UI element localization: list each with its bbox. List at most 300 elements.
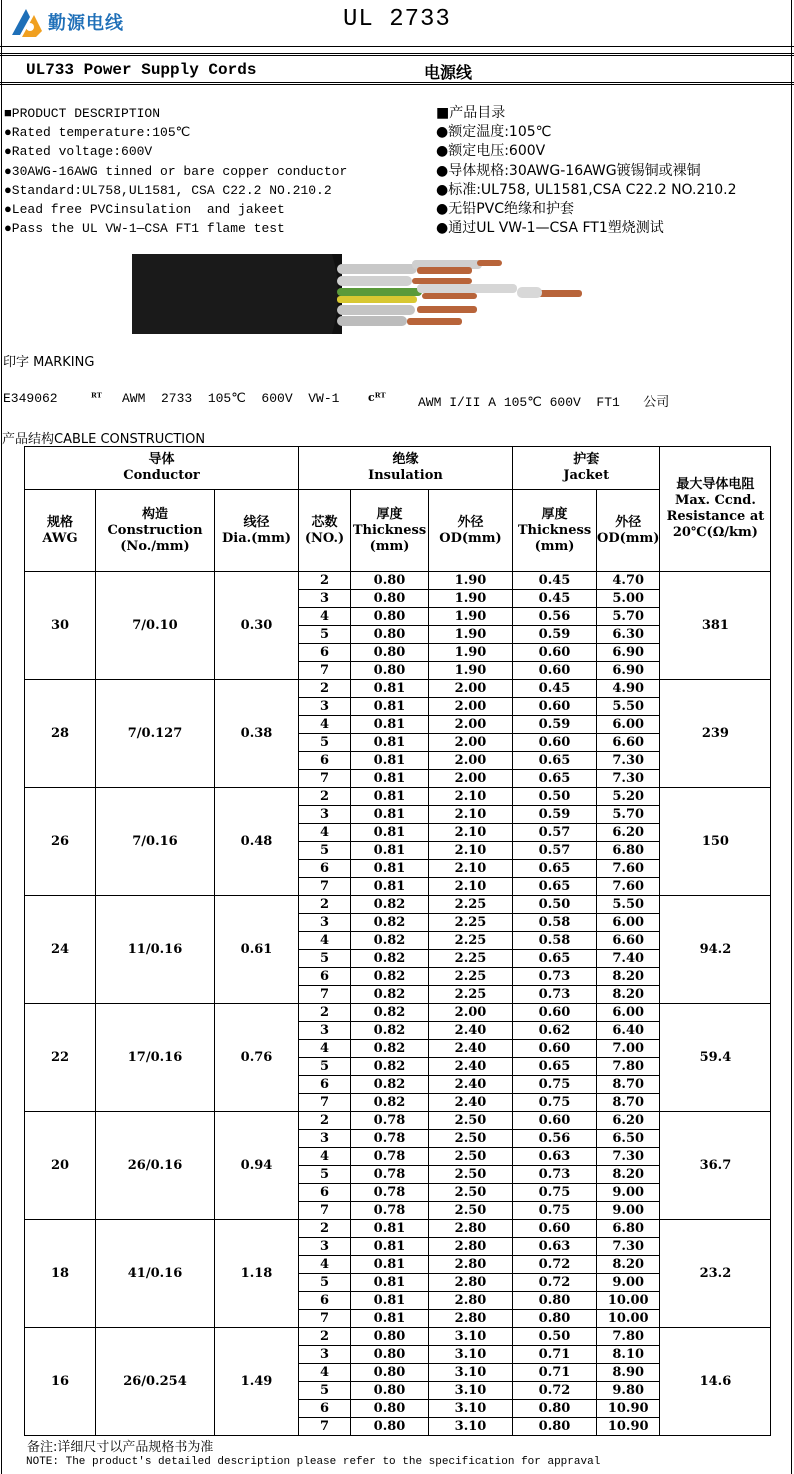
construction-cell: 7/0.127 (96, 680, 215, 788)
jk-thickness-cell: 0.65 (513, 878, 597, 896)
ins-od-cell: 2.25 (429, 932, 513, 950)
table-row (25, 572, 771, 590)
ins-thickness-cell: 0.82 (351, 1022, 429, 1040)
cores-cell: 5 (299, 1274, 351, 1292)
cores-cell: 7 (299, 1202, 351, 1220)
resistance-cell: 381 (660, 572, 771, 680)
cores-cell: 4 (299, 1148, 351, 1166)
subtitle-english: UL733 Power Supply Cords (26, 61, 257, 79)
ins-thickness-cell: 0.82 (351, 1004, 429, 1022)
ins-thickness-cell: 0.81 (351, 788, 429, 806)
cores-cell: 4 (299, 608, 351, 626)
jk-thickness-cell: 0.50 (513, 896, 597, 914)
ins-thickness-cell: 0.80 (351, 572, 429, 590)
jacket-header: 护套 Jacket (513, 447, 660, 490)
jk-od-cell: 8.90 (597, 1364, 660, 1382)
jk-thickness-cell: 0.80 (513, 1310, 597, 1328)
jk-od-header: 外径 OD(mm) (597, 490, 660, 572)
cores-cell: 4 (299, 932, 351, 950)
jk-od-cell: 10.90 (597, 1418, 660, 1436)
desc-cn-line: ●额定温度:105℃ (436, 124, 552, 141)
ins-thickness-cell: 0.81 (351, 1274, 429, 1292)
cores-cell: 6 (299, 968, 351, 986)
subtitle-bar (0, 53, 794, 85)
table-row (25, 788, 771, 806)
ins-od-cell: 2.10 (429, 806, 513, 824)
ins-thickness-cell: 0.82 (351, 914, 429, 932)
jk-od-cell: 6.90 (597, 644, 660, 662)
dia-header: 线径 Dia.(mm) (215, 490, 299, 572)
ins-od-cell: 2.25 (429, 986, 513, 1004)
cores-cell: 5 (299, 626, 351, 644)
jk-od-cell: 5.00 (597, 590, 660, 608)
ins-od-cell: 1.90 (429, 590, 513, 608)
table-row (25, 680, 771, 698)
jk-thickness-cell: 0.60 (513, 644, 597, 662)
dia-cell: 0.30 (215, 572, 299, 680)
ins-od-cell: 2.50 (429, 1112, 513, 1130)
ins-thickness-cell: 0.82 (351, 896, 429, 914)
ins-thickness-cell: 0.81 (351, 680, 429, 698)
resistance-cell: 150 (660, 788, 771, 896)
cores-cell: 7 (299, 662, 351, 680)
cores-cell: 4 (299, 1364, 351, 1382)
ins-thickness-cell: 0.80 (351, 590, 429, 608)
jk-od-cell: 6.80 (597, 842, 660, 860)
jk-thickness-cell: 0.63 (513, 1238, 597, 1256)
ins-thickness-cell: 0.81 (351, 752, 429, 770)
ins-thickness-cell: 0.80 (351, 1400, 429, 1418)
jk-od-cell: 6.60 (597, 932, 660, 950)
cores-cell: 7 (299, 1418, 351, 1436)
cores-cell: 5 (299, 734, 351, 752)
desc-en-line: ●Pass the UL VW-1—CSA FT1 flame test (4, 221, 285, 237)
ins-od-cell: 2.40 (429, 1094, 513, 1112)
jk-od-cell: 6.00 (597, 1004, 660, 1022)
ins-thickness-cell: 0.81 (351, 716, 429, 734)
desc-cn-line: ■产品目录 (436, 105, 506, 121)
jk-od-cell: 6.90 (597, 662, 660, 680)
desc-cn-line: ●通过UL VW-1—CSA FT1塑烧测试 (436, 220, 664, 237)
conductor-header: 导体 Conductor (25, 447, 299, 490)
spec-table-body (25, 572, 771, 1436)
dia-cell: 0.76 (215, 1004, 299, 1112)
jk-od-cell: 9.80 (597, 1382, 660, 1400)
ins-od-cell: 2.40 (429, 1040, 513, 1058)
jk-thickness-cell: 0.65 (513, 752, 597, 770)
jk-od-cell: 8.10 (597, 1346, 660, 1364)
ins-od-cell: 2.80 (429, 1292, 513, 1310)
cores-cell: 6 (299, 1292, 351, 1310)
cores-cell: 6 (299, 1076, 351, 1094)
jk-od-cell: 6.20 (597, 824, 660, 842)
jk-thickness-cell: 0.59 (513, 716, 597, 734)
note-chinese: 备注:详细尺寸以产品规格书为准 (27, 1440, 214, 1455)
ins-thickness-cell: 0.81 (351, 1238, 429, 1256)
jk-thickness-cell: 0.45 (513, 572, 597, 590)
cores-cell: 6 (299, 860, 351, 878)
ins-od-cell: 2.25 (429, 950, 513, 968)
subtitle-chinese: 电源线 (424, 63, 473, 82)
cores-cell: 3 (299, 1022, 351, 1040)
jk-od-cell: 4.90 (597, 680, 660, 698)
company-logo-icon (8, 5, 46, 41)
dia-cell: 0.38 (215, 680, 299, 788)
ins-thickness-cell: 0.80 (351, 662, 429, 680)
ins-thickness-cell: 0.80 (351, 626, 429, 644)
jk-thickness-cell: 0.72 (513, 1256, 597, 1274)
ins-od-cell: 3.10 (429, 1328, 513, 1346)
ins-thickness-cell: 0.80 (351, 644, 429, 662)
ins-thickness-cell: 0.81 (351, 806, 429, 824)
jk-thickness-cell: 0.50 (513, 788, 597, 806)
construction-header: 构造 Construction (No./mm) (96, 490, 215, 572)
cable-image (132, 250, 587, 336)
jk-od-cell: 7.60 (597, 860, 660, 878)
ins-od-cell: 2.10 (429, 860, 513, 878)
jk-od-cell: 5.50 (597, 698, 660, 716)
ins-thickness-cell: 0.80 (351, 1346, 429, 1364)
cores-cell: 6 (299, 752, 351, 770)
jk-od-cell: 9.00 (597, 1202, 660, 1220)
spec-table (24, 446, 771, 1436)
awg-header: 规格 AWG (25, 490, 96, 572)
jk-od-cell: 6.40 (597, 1022, 660, 1040)
ins-od-cell: 1.90 (429, 572, 513, 590)
jk-od-cell: 7.40 (597, 950, 660, 968)
resistance-cell: 59.4 (660, 1004, 771, 1112)
jk-thickness-cell: 0.50 (513, 1328, 597, 1346)
ins-thickness-cell: 0.78 (351, 1130, 429, 1148)
ins-thickness-cell: 0.78 (351, 1202, 429, 1220)
ins-thickness-cell: 0.80 (351, 608, 429, 626)
awg-cell: 30 (25, 572, 96, 680)
resistance-cell: 14.6 (660, 1328, 771, 1436)
ins-od-cell: 2.40 (429, 1076, 513, 1094)
cores-cell: 2 (299, 788, 351, 806)
cores-cell: 7 (299, 1310, 351, 1328)
construction-cell: 7/0.10 (96, 572, 215, 680)
cores-cell: 4 (299, 1040, 351, 1058)
construction-cell: 26/0.16 (96, 1112, 215, 1220)
jk-thickness-cell: 0.60 (513, 1112, 597, 1130)
desc-cn-line: ●无铅PVC绝缘和护套 (436, 200, 575, 217)
resistance-header: 最大导体电阻 Max. Ccnd. Resistance at 20℃(Ω/km) (660, 447, 771, 572)
ins-od-header: 外径 OD(mm) (429, 490, 513, 572)
ins-thickness-cell: 0.81 (351, 842, 429, 860)
ins-thickness-cell: 0.81 (351, 878, 429, 896)
desc-en-line: ●Rated voltage:600V (4, 144, 153, 160)
awg-cell: 28 (25, 680, 96, 788)
cores-cell: 5 (299, 950, 351, 968)
jk-thickness-cell: 0.73 (513, 1166, 597, 1184)
jk-od-cell: 10.00 (597, 1292, 660, 1310)
cores-cell: 2 (299, 1328, 351, 1346)
jk-thickness-cell: 0.80 (513, 1292, 597, 1310)
ins-od-cell: 2.50 (429, 1166, 513, 1184)
awg-cell: 22 (25, 1004, 96, 1112)
ins-od-cell: 2.80 (429, 1220, 513, 1238)
cores-cell: 5 (299, 842, 351, 860)
cores-cell: 2 (299, 1112, 351, 1130)
desc-en-line: ■PRODUCT DESCRIPTION (4, 106, 161, 121)
jk-od-cell: 10.00 (597, 1310, 660, 1328)
jk-od-cell: 8.70 (597, 1094, 660, 1112)
jk-thickness-cell: 0.65 (513, 950, 597, 968)
jk-thickness-cell: 0.57 (513, 824, 597, 842)
jk-thickness-cell: 0.75 (513, 1094, 597, 1112)
cores-cell: 6 (299, 1400, 351, 1418)
table-row (25, 1328, 771, 1346)
jk-thickness-cell: 0.58 (513, 932, 597, 950)
cores-header: 芯数 (NO.) (299, 490, 351, 572)
ins-thickness-cell: 0.78 (351, 1166, 429, 1184)
ins-od-cell: 2.25 (429, 914, 513, 932)
ins-thickness-cell: 0.82 (351, 932, 429, 950)
cores-cell: 6 (299, 644, 351, 662)
cores-cell: 2 (299, 1004, 351, 1022)
cores-cell: 3 (299, 1130, 351, 1148)
ins-od-cell: 2.25 (429, 968, 513, 986)
ins-thickness-cell: 0.81 (351, 824, 429, 842)
dia-cell: 0.94 (215, 1112, 299, 1220)
jk-od-cell: 10.90 (597, 1400, 660, 1418)
jk-od-cell: 6.00 (597, 716, 660, 734)
jk-thickness-cell: 0.57 (513, 842, 597, 860)
jk-thickness-cell: 0.72 (513, 1382, 597, 1400)
jk-od-cell: 5.70 (597, 608, 660, 626)
jk-thickness-cell: 0.65 (513, 1058, 597, 1076)
jk-thickness-cell: 0.60 (513, 1004, 597, 1022)
jk-od-cell: 7.60 (597, 878, 660, 896)
ins-thickness-cell: 0.80 (351, 1364, 429, 1382)
awg-cell: 18 (25, 1220, 96, 1328)
ins-od-cell: 2.00 (429, 1004, 513, 1022)
cores-cell: 5 (299, 1166, 351, 1184)
cores-cell: 2 (299, 572, 351, 590)
ins-od-cell: 1.90 (429, 608, 513, 626)
cores-cell: 7 (299, 770, 351, 788)
dia-cell: 1.49 (215, 1328, 299, 1436)
ins-thickness-cell: 0.82 (351, 968, 429, 986)
jk-od-cell: 6.30 (597, 626, 660, 644)
jk-od-cell: 6.20 (597, 1112, 660, 1130)
awg-cell: 16 (25, 1328, 96, 1436)
ins-thickness-cell: 0.82 (351, 1094, 429, 1112)
jk-thickness-cell: 0.59 (513, 806, 597, 824)
table-row (25, 896, 771, 914)
ins-od-cell: 2.10 (429, 788, 513, 806)
ins-od-cell: 2.80 (429, 1274, 513, 1292)
desc-cn-line: ●标准:UL758, UL1581,CSA C22.2 NO.210.2 (436, 181, 737, 198)
page-header (0, 0, 794, 47)
ins-thickness-cell: 0.80 (351, 1418, 429, 1436)
jk-od-cell: 9.00 (597, 1274, 660, 1292)
description-english (4, 104, 347, 238)
resistance-cell: 36.7 (660, 1112, 771, 1220)
ins-od-cell: 3.10 (429, 1346, 513, 1364)
desc-en-line: ●Standard:UL758,UL1581, CSA C22.2 NO.210.2 (4, 182, 332, 198)
jk-od-cell: 5.70 (597, 806, 660, 824)
cores-cell: 7 (299, 878, 351, 896)
desc-en-line: ●Lead free PVCinsulation and jakeet (4, 201, 285, 217)
ins-thickness-cell: 0.80 (351, 1382, 429, 1400)
desc-cn-line: ●导体规格:30AWG-16AWG镀锡铜或裸铜 (436, 162, 701, 179)
jk-thickness-cell: 0.45 (513, 680, 597, 698)
ins-od-cell: 3.10 (429, 1364, 513, 1382)
jk-thickness-cell: 0.65 (513, 860, 597, 878)
jk-od-cell: 4.70 (597, 572, 660, 590)
ins-od-cell: 1.90 (429, 644, 513, 662)
cores-cell: 4 (299, 824, 351, 842)
cores-cell: 5 (299, 1382, 351, 1400)
ins-od-cell: 2.25 (429, 896, 513, 914)
resistance-cell: 94.2 (660, 896, 771, 1004)
jk-od-cell: 6.60 (597, 734, 660, 752)
cores-cell: 4 (299, 1256, 351, 1274)
jk-thickness-cell: 0.63 (513, 1148, 597, 1166)
cores-cell: 7 (299, 1094, 351, 1112)
jk-od-cell: 7.00 (597, 1040, 660, 1058)
ins-od-cell: 2.40 (429, 1058, 513, 1076)
ins-thickness-cell: 0.82 (351, 950, 429, 968)
jk-thickness-cell: 0.58 (513, 914, 597, 932)
jk-thickness-header: 厚度 Thickness (mm) (513, 490, 597, 572)
ins-thickness-cell: 0.82 (351, 986, 429, 1004)
construction-cell: 11/0.16 (96, 896, 215, 1004)
jk-thickness-cell: 0.62 (513, 1022, 597, 1040)
awg-cell: 20 (25, 1112, 96, 1220)
ins-od-cell: 2.10 (429, 842, 513, 860)
ins-thickness-cell: 0.82 (351, 1076, 429, 1094)
table-row (25, 1220, 771, 1238)
jk-thickness-cell: 0.73 (513, 968, 597, 986)
marking-heading: 印字 MARKING (3, 355, 95, 370)
awg-cell: 24 (25, 896, 96, 1004)
ins-thickness-cell: 0.80 (351, 1328, 429, 1346)
dia-cell: 1.18 (215, 1220, 299, 1328)
ins-od-cell: 2.00 (429, 716, 513, 734)
ins-od-cell: 2.10 (429, 878, 513, 896)
dia-cell: 0.48 (215, 788, 299, 896)
jk-thickness-cell: 0.60 (513, 662, 597, 680)
description-chinese (436, 104, 737, 238)
ins-od-cell: 2.00 (429, 698, 513, 716)
construction-cell: 41/0.16 (96, 1220, 215, 1328)
desc-en-line: ●30AWG-16AWG tinned or bare copper conductor (4, 163, 348, 179)
construction-cell: 26/0.254 (96, 1328, 215, 1436)
cul-mark-icon: cᴿᵁ (368, 391, 386, 404)
ins-od-cell: 2.50 (429, 1148, 513, 1166)
ins-thickness-cell: 0.78 (351, 1148, 429, 1166)
jk-od-cell: 8.20 (597, 1166, 660, 1184)
document-title: UL 2733 (343, 6, 451, 33)
cores-cell: 3 (299, 590, 351, 608)
jk-od-cell: 7.30 (597, 1238, 660, 1256)
ul-mark-icon: ᴿᵁ (91, 391, 102, 404)
jk-thickness-cell: 0.56 (513, 608, 597, 626)
jk-thickness-cell: 0.75 (513, 1184, 597, 1202)
jk-thickness-cell: 0.72 (513, 1274, 597, 1292)
cores-cell: 2 (299, 896, 351, 914)
jk-od-cell: 7.30 (597, 752, 660, 770)
construction-heading: 产品结构CABLE CONSTRUCTION (2, 432, 206, 447)
desc-cn-line: ●额定电压:600V (436, 143, 546, 160)
jk-od-cell: 7.80 (597, 1328, 660, 1346)
jk-od-cell: 8.20 (597, 1256, 660, 1274)
cores-cell: 2 (299, 680, 351, 698)
ins-od-cell: 2.50 (429, 1202, 513, 1220)
ins-thickness-cell: 0.81 (351, 1220, 429, 1238)
ins-od-cell: 3.10 (429, 1400, 513, 1418)
marking-ft1: AWM I/II A 105℃ 600V FT1 公司 (418, 395, 670, 410)
construction-cell: 17/0.16 (96, 1004, 215, 1112)
jk-od-cell: 5.20 (597, 788, 660, 806)
jk-thickness-cell: 0.59 (513, 626, 597, 644)
ins-thickness-cell: 0.82 (351, 1040, 429, 1058)
marking-code: E349062 (3, 391, 58, 406)
cores-cell: 3 (299, 698, 351, 716)
jk-thickness-cell: 0.60 (513, 698, 597, 716)
jk-thickness-cell: 0.45 (513, 590, 597, 608)
jk-thickness-cell: 0.75 (513, 1076, 597, 1094)
ins-thickness-cell: 0.81 (351, 1256, 429, 1274)
ins-od-cell: 2.00 (429, 770, 513, 788)
ins-od-cell: 1.90 (429, 662, 513, 680)
jk-thickness-cell: 0.60 (513, 734, 597, 752)
ins-od-cell: 2.50 (429, 1184, 513, 1202)
cores-cell: 4 (299, 716, 351, 734)
cores-cell: 3 (299, 1238, 351, 1256)
cores-cell: 6 (299, 1184, 351, 1202)
cores-cell: 2 (299, 1220, 351, 1238)
cores-cell: 3 (299, 806, 351, 824)
jk-thickness-cell: 0.56 (513, 1130, 597, 1148)
ins-od-cell: 2.40 (429, 1022, 513, 1040)
jk-thickness-cell: 0.75 (513, 1202, 597, 1220)
jk-thickness-cell: 0.80 (513, 1418, 597, 1436)
jk-od-cell: 8.20 (597, 968, 660, 986)
ins-thickness-cell: 0.82 (351, 1058, 429, 1076)
construction-cell: 7/0.16 (96, 788, 215, 896)
jk-thickness-cell: 0.60 (513, 1220, 597, 1238)
jk-od-cell: 8.70 (597, 1076, 660, 1094)
jk-thickness-cell: 0.73 (513, 986, 597, 1004)
awg-cell: 26 (25, 788, 96, 896)
jk-od-cell: 6.00 (597, 914, 660, 932)
ins-od-cell: 2.00 (429, 680, 513, 698)
resistance-cell: 239 (660, 680, 771, 788)
jk-od-cell: 6.80 (597, 1220, 660, 1238)
ins-od-cell: 2.80 (429, 1310, 513, 1328)
jk-od-cell: 8.20 (597, 986, 660, 1004)
marking-awm: AWM 2733 105℃ 600V VW-1 (122, 391, 340, 406)
ins-thickness-cell: 0.78 (351, 1112, 429, 1130)
ins-od-cell: 3.10 (429, 1418, 513, 1436)
jk-thickness-cell: 0.71 (513, 1364, 597, 1382)
logo-text: 勤源电线 (48, 13, 124, 34)
desc-en-line: ●Rated temperature:105℃ (4, 125, 191, 141)
note-english: NOTE: The product's detailed description please refer to the specification for appraval (26, 1456, 601, 1468)
ins-od-cell: 2.80 (429, 1256, 513, 1274)
resistance-cell: 23.2 (660, 1220, 771, 1328)
jk-od-cell: 9.00 (597, 1184, 660, 1202)
ins-thickness-cell: 0.81 (351, 698, 429, 716)
dia-cell: 0.61 (215, 896, 299, 1004)
ins-od-cell: 2.00 (429, 734, 513, 752)
ins-thickness-cell: 0.81 (351, 770, 429, 788)
cores-cell: 3 (299, 914, 351, 932)
